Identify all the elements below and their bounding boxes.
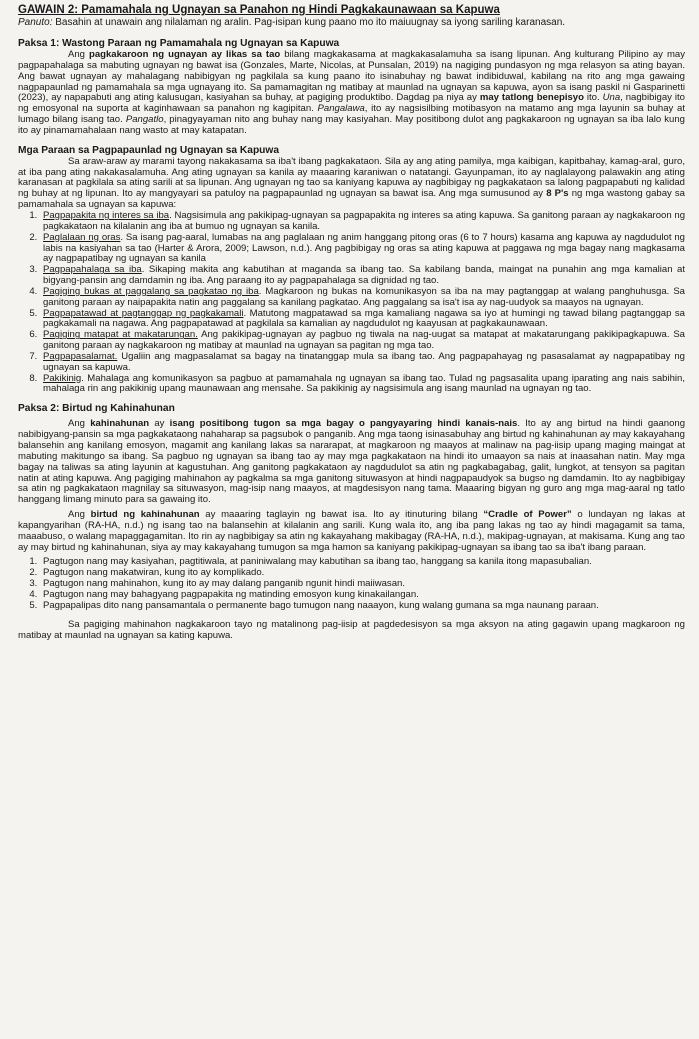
list-item: 5. Pagpapatawad at pagtanggap ng pagkakamali. Matutong magpatawad sa mga kamaliang nagawa sa iyo at humingi ng tawad bilang pagtanggap sa pagkakamali na nagawa. Ang pagpapatawad at pagkilala sa kamalian ay nagdudulot ng kaayusan at pagkakaunawaan. <box>40 309 685 331</box>
list-item: 1. Pagpapakita ng interes sa iba. Nagsisimula ang pakikipag-ugnayan sa pagpapakita ng interes sa ating kapuwa. Sa ganitong paraan ay nagkakaroon ng pagkakataon na kilalanin ang iba at bumuo ng ugnayan sa kanila. <box>40 211 685 233</box>
list-item: 4. Pagiging bukas at paggalang sa pagkatao ng iba. Magkaroon ng bukas na komunikasyon sa iba na may pagtanggap at walang panghuhusga. Sa ganitong paraan ay naipapakita natin ang paggalang sa kanilang pagkatao. Ang paggalang sa isa't isa ay nag-uudyok sa maayos na ugnayan. <box>40 287 685 309</box>
list-item: 3. Pagtugon nang mahinahon, kung ito ay may dalang panganib ngunit hindi maiiwasan. <box>40 579 685 590</box>
list-item: 4. Pagtugon nang may bahagyang pagpapakita ng matinding emosyon kung kinakailangan. <box>40 590 685 601</box>
topic-2-paragraph-2: Ang birtud ng kahinahunan ay maaaring taglayin ng bawat isa. Ito ay itinuturing bilang “Cradle of Power” o lundayan ng lakas at kapangyarihan (RA-HA, n.d.) ng isang tao na balansehin at kilalanin ang sarili. Kung wala ito, ang iba pang lakas ng tao ay hindi magagamit sa tama, maaabuso, o walang mapaggagamitan. Ito rin ay nagbibigay sa atin ng kakayahang makibagay (RA-HA, n.d.), makipag-ugnayan, at makisama. Kung ang tao ay may birtud ng kahinahunan, siya ay may kakayahang tumugon sa mga hamon sa kaniyang pakikipag-ugnayan sa ibang tao sa iba't ibang paraan. <box>18 509 686 553</box>
instructions-label: Panuto: <box>18 17 53 28</box>
list-item: 2. Pagtugon nang makatwiran, kung ito ay komplikado. <box>40 568 685 579</box>
closing-paragraph: Sa pagiging mahinahon nagkakaroon tayo ng matalinong pag-iisip at pagdedesisyon sa mga aksyon na ating gagawin upang magkaroon ng matibay at maunlad na ugnayan sa kating kapuwa. <box>18 618 685 641</box>
topic-2-paragraph: Ang kahinahunan ay isang positibong tugon sa mga bagay o pangyayaring hindi kanais-nais. Ito ay ang birtud na hindi gaanong nabibigyang-pansin sa mga pagkakataong nahaharap sa pagsubok o panganib. Ang mga taong isinasabuhay ang birtud ng kahinahunan ay may kakayahang balansehin ang kanilang emosyon, magamit ang kanilang lakas sa nararapat, at magkaroon ng maayos at malinaw na pag-iisip upang maging maingat at mabuting makitungo sa ibang. Sa pagbuo ng ugnayan sa ibang tao ay may mga pagkakataon na hindi ito umaayon sa nais at inaasahan natin. May mga bagay na taliwas sa ating layunin at kagustuhan. Ang ganitong pagkakataon ay nagdudulot sa atin ng pagkabagabag, galit, lungkot, at tensyon sa pagitan natin at ating kapuwa. Ang pagiging mahinahon ay pagkalma sa mga ganitong situwasyon at hindi nagpapaudyok sa bugso ng damdamin. Ito ay nagbibigay sa atin ng pagkakataon magnilay sa situwasyon, mag-isip nang maayos, at magdesisyon nang tama. Maaaring bigyan ng guro ang mga mag-aaral ng tatlo hanggang limang minuto para sa gawaing ito. <box>18 418 686 506</box>
list-item: 5. Pagpapalipas dito nang pansamantala o permanente bago tumugon nang naaayon, kung walang gumana sa mga naunang paraan. <box>40 601 685 612</box>
list-item: 3. Pagpapahalaga sa iba. Sikaping makita ang kabutihan at maganda sa ibang tao. Sa kabilang banda, maingat na punahin ang mga kamalian at bigyang-pansin ang damdamin ng iba. Ang paraang ito ay pagpapahalaga sa dignidad ng tao. <box>40 265 685 287</box>
list-item: 7. Pagpapasalamat. Ugaliin ang magpasalamat sa bagay na tinatanggap mula sa ibang tao. Ang pagpapahayag ng pasasalamat ay nagpapatibay ng ugnayan sa kapuwa. <box>40 352 685 374</box>
topic-1-paragraph: Ang pagkakaroon ng ugnayan ay likas sa tao bilang magkakasama at magkakasalamuha sa isang lipunan. Ang kulturang Pilipino ay may pagpapahalaga sa mabuting ugnayan ng bawat isa (Gonzales, Marte, Nicolas, at Punsalan, 2019) na nagiging pundasyon ng mga relasyon sa ating bayan. Ang bawat ugnayan ay mahalagang nabibigyan ng pagkilala sa kung paano ito isinabuhay ng bawat indibiduwal, kabilang na rito ang mga gawaing nagpapaunlad ng pamamahala sa mga ugnayang ito. Sa pamamagitan ng matibay at maunlad na ugnayan sa kapuwa, ayon sa isang paskil ni Gasparinetti (2023), ay napapabuti ang ating kalusugan, kasiyahan sa buhay, at pagiging produktibo. Dagdag pa niya ay may tatlong benepisyo ito. Una, nagbibigay ito ng emosyonal na suporta at kaginhawaan sa panahon ng kagipitan. Pangalawa, ito ay nagsisilbing motibasyon na matamo ang mga layunin sa buhay at lumago bilang isang tao. Pangatlo, pinagyayaman nito ang buhay nang may kasiyahan. May positibong dulot ang pagkakaroon ng ugnayan sa iba lalo kung ito ay pinamamahalaan nang wasto at may katapatan. <box>18 49 686 136</box>
eight-ps-list <box>18 211 685 395</box>
instructions-text: Basahin at unawain ang nilalaman ng aralin. Pag-isipan kung paano mo ito maiuugnay sa iyong sariling karanasan. <box>52 17 566 28</box>
list-item: 8. Pakikinig. Mahalaga ang komunikasyon sa pagbuo at pamamahala ng ugnayan sa ibang tao. Tulad ng pagsasalita upang iparating ang nais sabihin, mahalaga rin ang pakikinig upang maunawaan ang mensahe. Sa pakikinig ay nagsisimula ang isang maunlad na ugnayan ng tao. <box>40 374 685 396</box>
instructions <box>18 17 685 29</box>
topic-1-heading: Paksa 1: Wastong Paraan ng Pamamahala ng Ugnayan sa Kapuwa <box>18 38 340 49</box>
list-item: 2. Paglalaan ng oras. Sa isang pag-aaral, lumabas na ang paglalaan ng anim hanggang pitong oras (6 to 7 hours) kasama ang kapuwa ay nagdudulot ng labis na kasiyahan sa tao (Harter & Arora, 2009; Lawson, n.d.). Ang pagbibigay ng oras sa ating kapuwa at paggawa ng mga bagay nang magkasama ay nagpapatibay ng ugnayan sa kanila <box>40 233 685 266</box>
page-title: GAWAIN 2: Pamamahala ng Ugnayan sa Panahon ng Hindi Pagkakaunawaan sa Kapuwa <box>18 4 500 16</box>
topic-1-paragraph-2: Sa araw-araw ay marami tayong nakakasama sa iba't ibang pagkakataon. Sila ay ang ating pamilya, mga kaibigan, kapitbahay, kamag-aral, guro, at iba pang ating nakakasalamuha. Ang ating ugnayan sa kanila ay maaaring karaniwan o natatangi. Gayunpaman, ito ay naglalayong palawakin ang ating karanasan at pagkilala sa ating sarili at sa lipunan. Ang ugnayan ng tao sa kaniyang kapuwa ay nagbibigay ng pagkakataon sa lalong pagpapabuti ng kalidad ng buhay at ng lipunan. Ito ay mangyayari sa patuloy na pagpapaunlad ng ugnayan sa bawat isa. Ang mga sumusunod ay 8 P's ng mga wastong gabay sa pamamahala sa ugnayan sa kapuwa: <box>18 155 685 211</box>
response-list <box>18 557 685 611</box>
topic-1-subheading: Mga Paraan sa Pagpapaunlad ng Ugnayan sa Kapuwa <box>18 144 279 156</box>
topic-2-heading: Paksa 2: Birtud ng Kahinahunan <box>18 403 175 415</box>
list-item: 1. Pagtugon nang may kasiyahan, pagtitiwala, at paniniwalang may kabutihan sa ibang tao, hanggang sa kanila itong mapasubalian. <box>40 557 685 568</box>
list-item: 6. Pagiging matapat at makatarungan. Ang pakikipag-ugnayan ay pagbuo ng tiwala na nag-uugat sa matapat at makatarungang pakikipagkapuwa. Sa ganitong paraan ay nagkakaroon ng matibay at maunlad na ugnayan sa pagitan ng mga tao. <box>40 330 685 352</box>
